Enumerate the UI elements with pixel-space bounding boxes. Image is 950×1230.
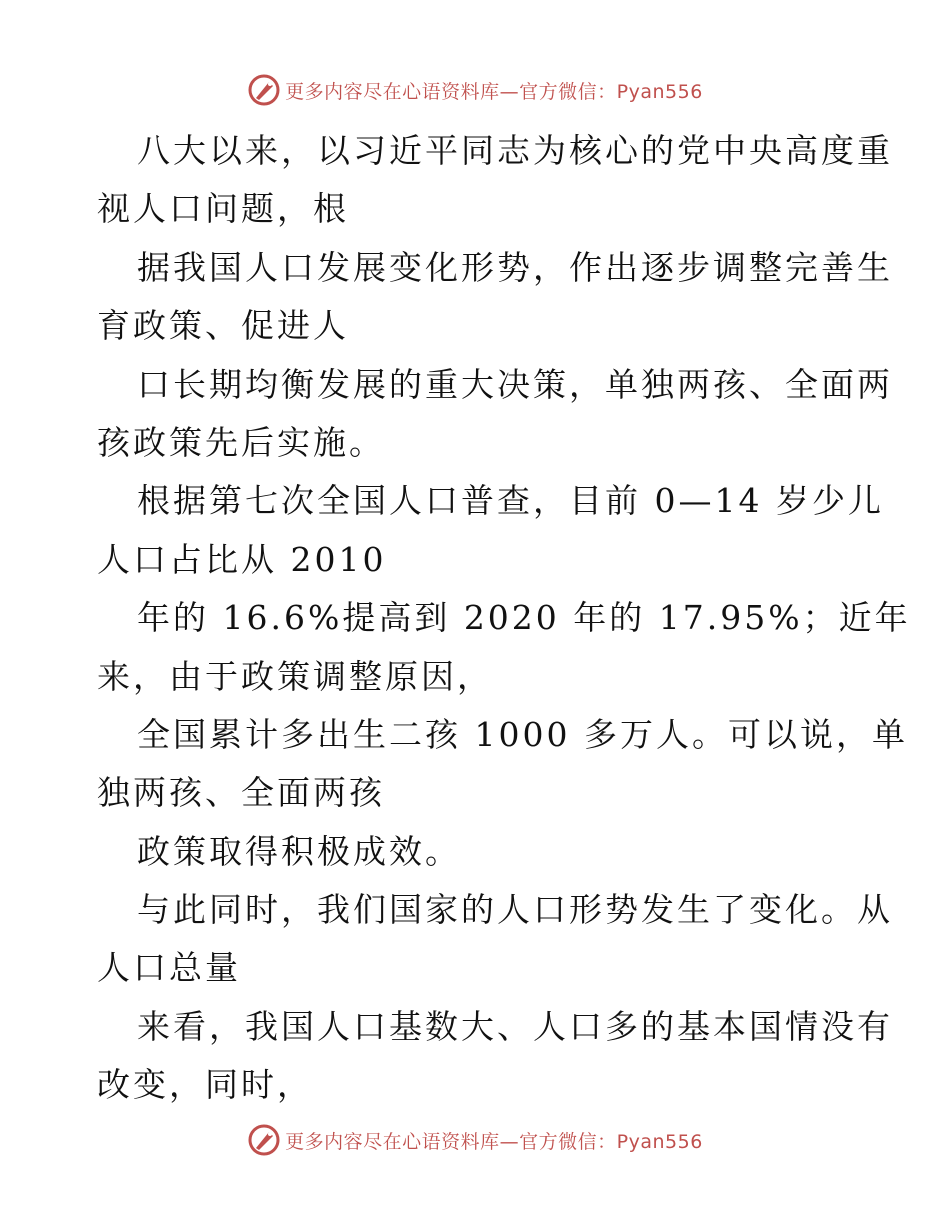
text-line: 人口占比从 2010 bbox=[97, 539, 387, 579]
text-line: 人口总量 bbox=[97, 948, 241, 988]
footer-banner-text: 更多内容尽在心语资料库—官方微信：Pyan556 bbox=[285, 1130, 703, 1153]
text-line: 年的 16.6%提高到 2020 年的 17.95%；近年 bbox=[137, 598, 911, 638]
text-line: 独两孩、全面两孩 bbox=[97, 773, 385, 813]
pen-nib-logo-icon bbox=[247, 73, 281, 107]
text-line: 育政策、促进人 bbox=[97, 306, 349, 346]
text-line: 政策取得积极成效。 bbox=[137, 831, 461, 871]
text-line: 与此同时，我们国家的人口形势发生了变化。从 bbox=[137, 890, 893, 930]
text-line: 孩政策先后实施。 bbox=[97, 422, 385, 462]
text-line: 视人口问题，根 bbox=[97, 189, 349, 229]
text-line: 根据第七次全国人口普查，目前 0—14 岁少儿 bbox=[137, 481, 884, 521]
text-line: 据我国人口发展变化形势，作出逐步调整完善生 bbox=[137, 247, 893, 287]
footer-banner bbox=[0, 1120, 950, 1160]
header-banner bbox=[0, 70, 950, 110]
text-line: 来看，我国人口基数大、人口多的基本国情没有 bbox=[137, 1006, 893, 1046]
text-line: 来，由于政策调整原因， bbox=[97, 656, 493, 696]
text-line: 八大以来，以习近平同志为核心的党中央高度重 bbox=[137, 131, 893, 170]
pen-nib-logo-icon bbox=[247, 1123, 281, 1157]
text-line: 口长期均衡发展的重大决策，单独两孩、全面两 bbox=[137, 364, 893, 404]
text-line: 全国累计多出生二孩 1000 多万人。可以说，单 bbox=[137, 714, 908, 754]
header-banner-text: 更多内容尽在心语资料库—官方微信：Pyan556 bbox=[285, 80, 703, 103]
body-text bbox=[97, 122, 911, 1115]
text-line: 改变，同时， bbox=[97, 1065, 313, 1105]
